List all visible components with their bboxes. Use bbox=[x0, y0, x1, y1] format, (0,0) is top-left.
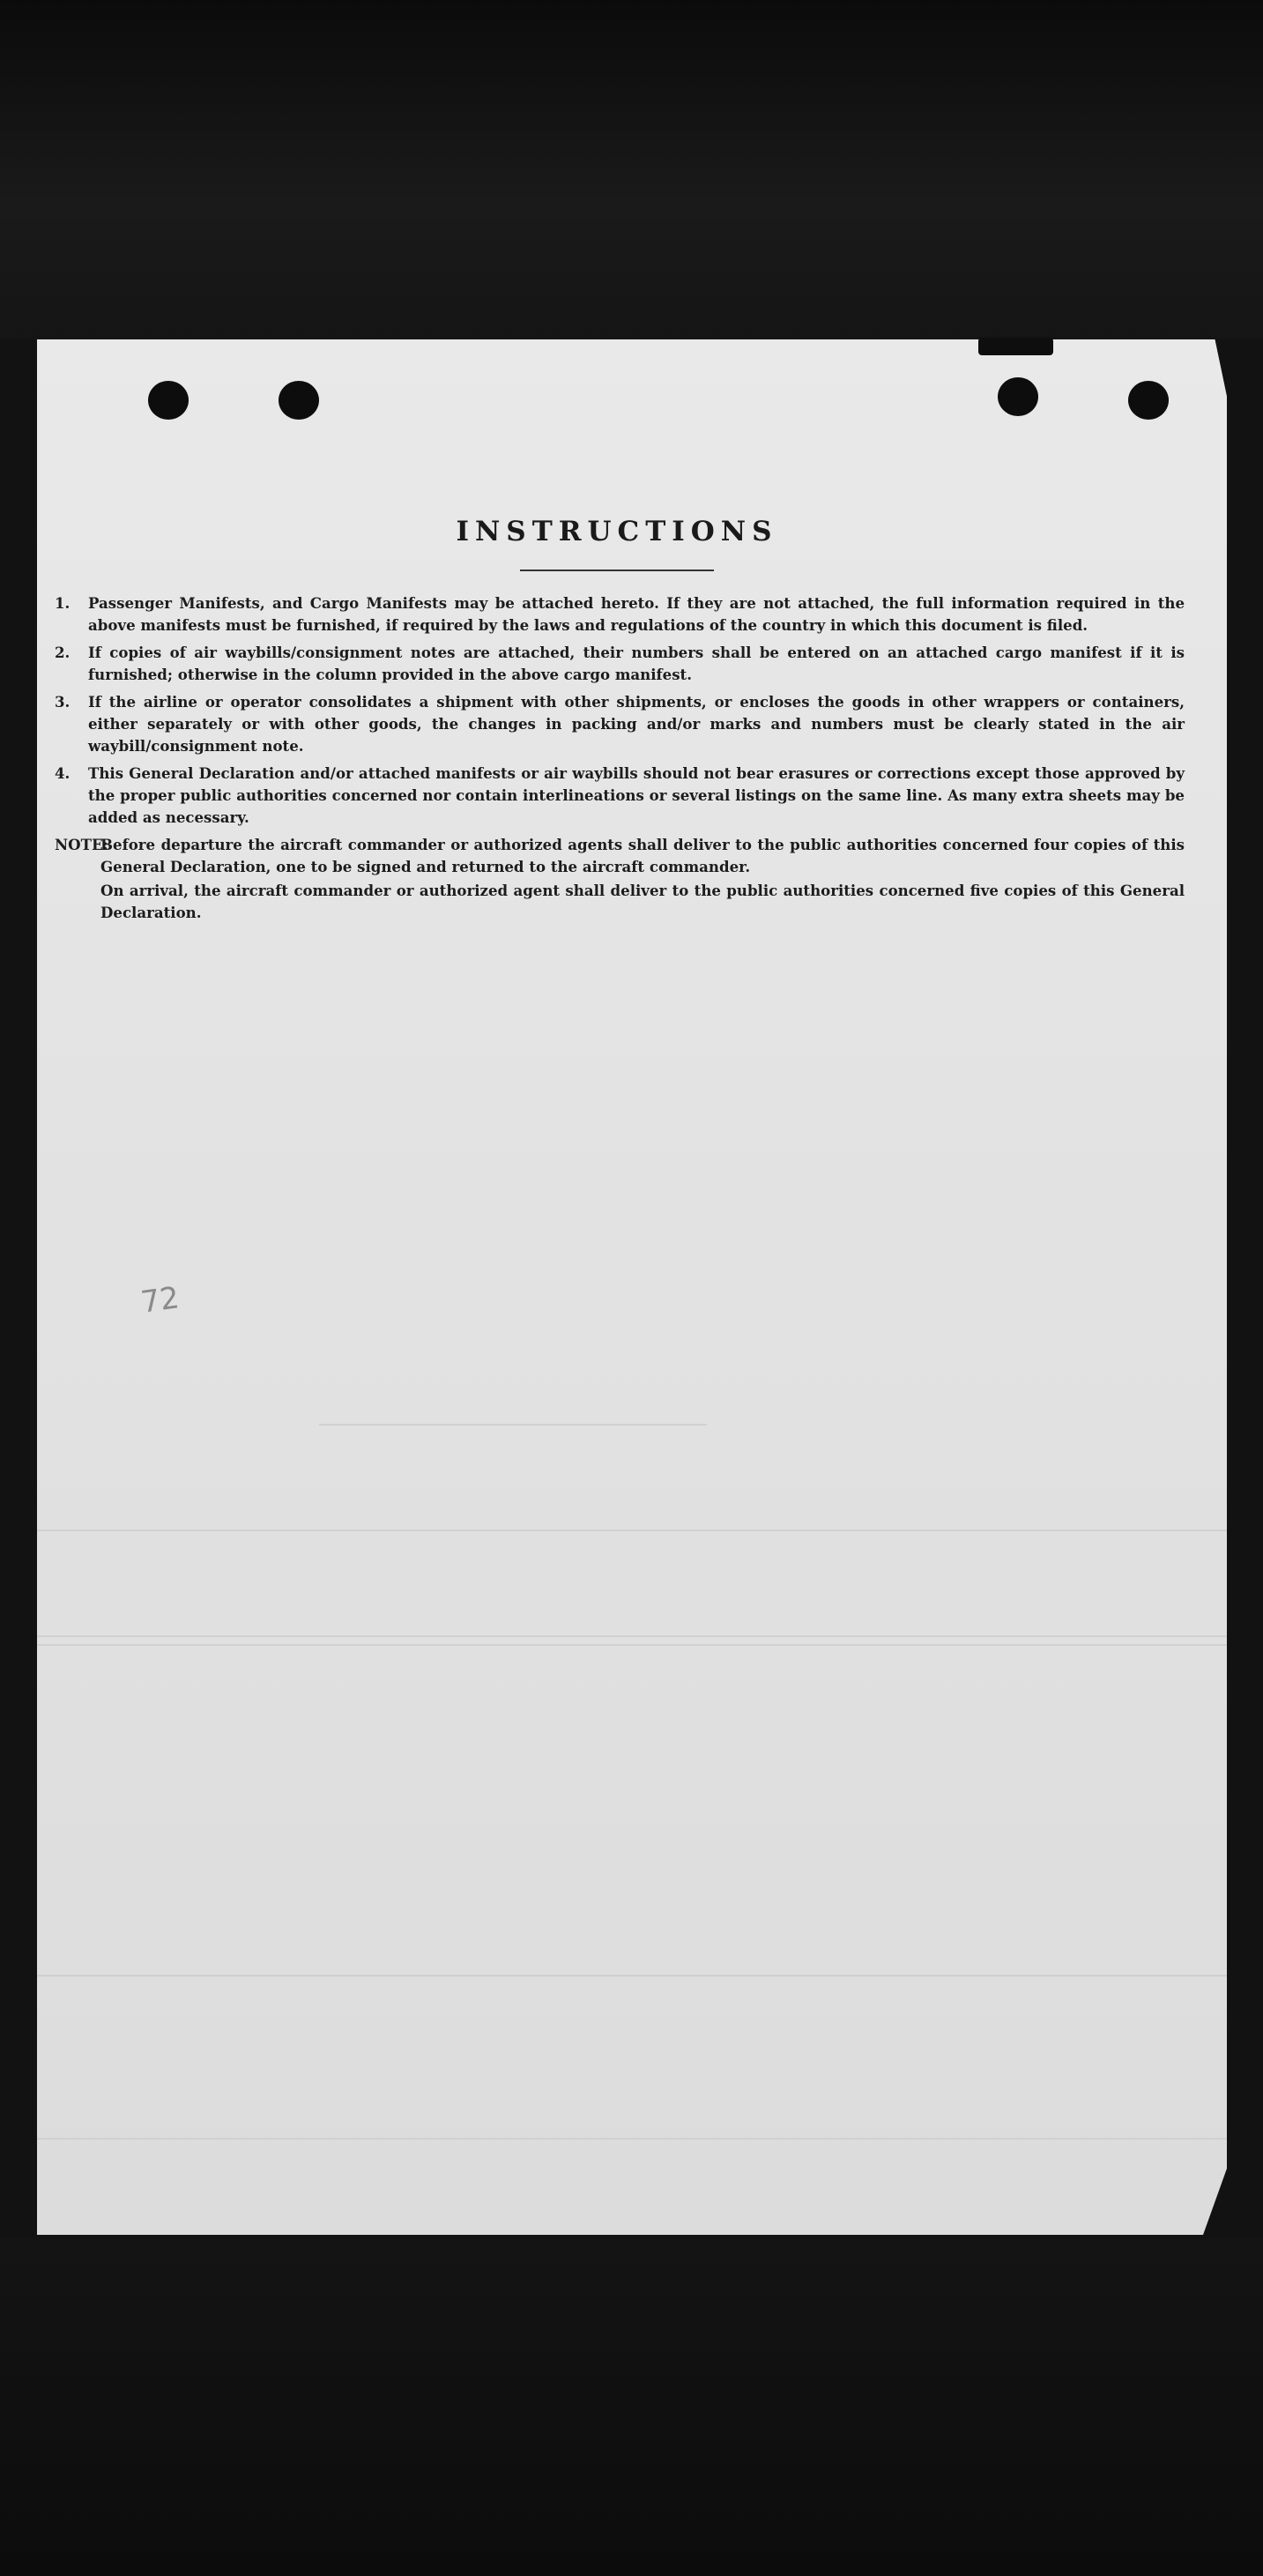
instruction-item bbox=[55, 592, 1185, 637]
film-border-top bbox=[0, 0, 1263, 339]
item-text: If copies of air waybills/consignment notes are attached, their numbers shall be entered on an attached cargo manifest if it is furnished; otherwise in the column provided in the above cargo manifest. bbox=[88, 644, 1185, 683]
bleed-through-rule bbox=[319, 1424, 707, 1426]
punch-hole bbox=[148, 381, 189, 420]
item-number: 4. bbox=[55, 764, 71, 782]
bleed-through-rule bbox=[37, 1635, 1227, 1637]
note-body bbox=[90, 834, 1185, 924]
bleed-through-rule bbox=[37, 1644, 1227, 1646]
bleed-through-rule bbox=[37, 1975, 1227, 1977]
instructions-list bbox=[55, 592, 1185, 924]
page-tab-notch bbox=[978, 338, 1053, 355]
instruction-item bbox=[55, 691, 1185, 757]
punch-hole bbox=[279, 381, 319, 420]
bleed-through-rule bbox=[37, 1530, 1227, 1531]
film-border-bottom bbox=[0, 2239, 1263, 2576]
instruction-item bbox=[55, 763, 1185, 829]
item-number: 1. bbox=[55, 594, 71, 612]
instruction-item bbox=[55, 642, 1185, 686]
note-block bbox=[55, 834, 1185, 924]
item-number: 2. bbox=[55, 644, 71, 661]
item-text: If the airline or operator consolidates a shipment with other shipments, or encloses the goods in other wrappers or containers, either separately or with other goods, the changes in packing and/or marks and numbers must be clearly stated in the air waybill/consignment note. bbox=[88, 693, 1185, 755]
bleed-through-rule bbox=[37, 2138, 1227, 2140]
note-label: NOTE: bbox=[55, 836, 108, 853]
instructions-heading: INSTRUCTIONS bbox=[456, 516, 778, 547]
punch-hole bbox=[998, 377, 1038, 416]
item-text: This General Declaration and/or attached manifests or air waybills should not bear erasures or corrections except those approved by the proper public authorities concerned nor contain interlineations or several listings on the same line. As many extra sheets may be added as necessary. bbox=[88, 764, 1185, 826]
note-text-arrival: On arrival, the aircraft commander or authorized agent shall deliver to the public authorities concerned five copies of this General Declaration. bbox=[100, 882, 1185, 921]
item-number: 3. bbox=[55, 693, 71, 711]
heading-underline bbox=[520, 570, 714, 571]
punch-hole bbox=[1128, 381, 1169, 420]
handwritten-mark: 72 bbox=[138, 1280, 182, 1321]
item-text: Passenger Manifests, and Cargo Manifests may be attached hereto. If they are not attached, the full information required in the above manifests must be furnished, if required by the laws and regulations of the country in which this document is filed. bbox=[88, 594, 1185, 634]
note-text: Before departure the aircraft commander or authorized agents shall deliver to the public authorities concerned four copies of this General Declaration, one to be signed and returned to the aircraft commander. bbox=[100, 836, 1185, 875]
